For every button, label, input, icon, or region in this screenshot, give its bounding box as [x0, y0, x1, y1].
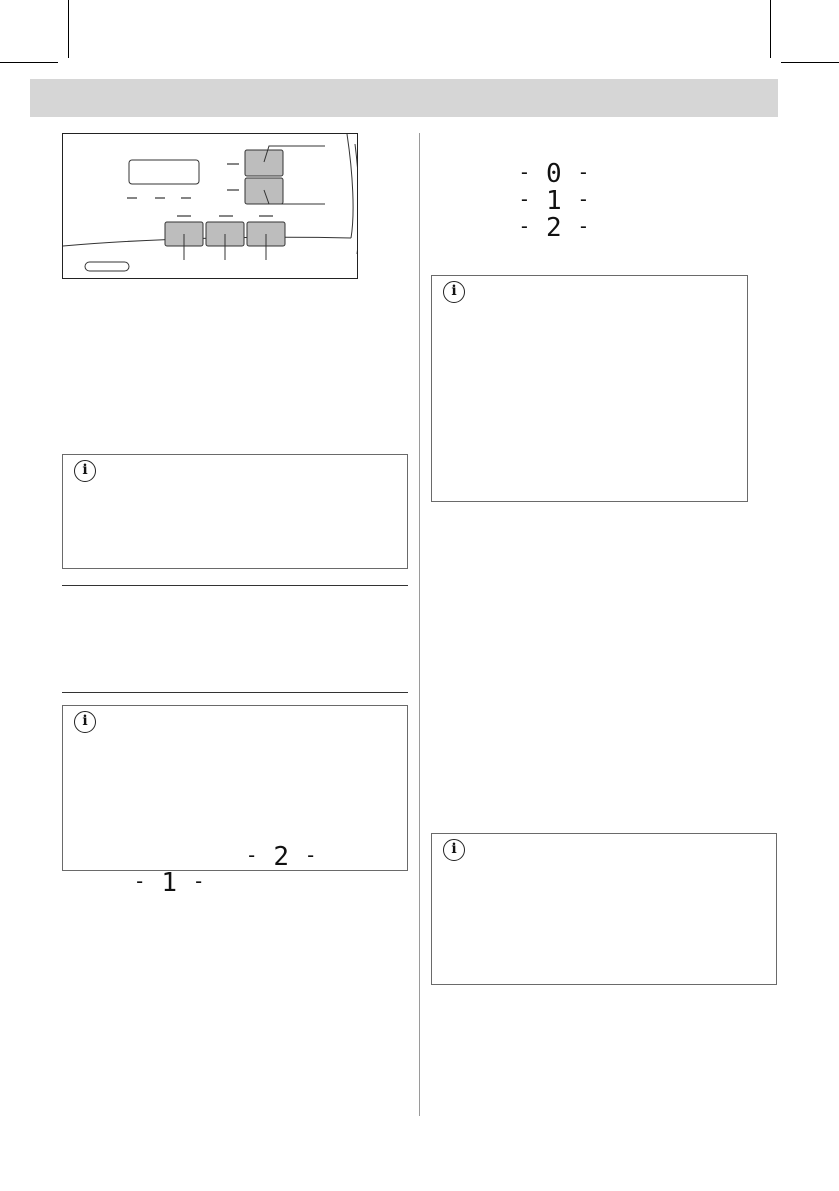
info-icon: i: [443, 839, 465, 861]
info-icon: i: [443, 281, 465, 303]
info-box-note-1: [62, 454, 408, 569]
info-icon: i: [74, 711, 96, 733]
display-value-upper: - 2 -: [245, 842, 317, 872]
control-panel-figure: [62, 133, 358, 279]
info-box-note-3: [431, 275, 748, 502]
display-window: [129, 160, 199, 184]
display-level-2: - 2 -: [518, 213, 590, 243]
section-rule-bottom: [62, 692, 408, 693]
crop-mark-top-left-horizontal: [0, 62, 58, 63]
section-rule-top: [62, 585, 408, 586]
crop-mark-top-left-vertical: [68, 0, 69, 58]
info-icon: i: [74, 460, 96, 482]
control-panel-illustration: [63, 134, 358, 279]
crop-mark-top-right-vertical: [770, 0, 771, 58]
crop-mark-top-right-horizontal: [781, 62, 839, 63]
info-box-note-4: [431, 833, 777, 985]
display-level-1: - 1 -: [518, 186, 590, 216]
section-header-band: [30, 79, 778, 117]
display-value-lower: - 1 -: [133, 868, 205, 898]
upper-right-button: [245, 150, 283, 176]
display-level-0: - 0 -: [518, 159, 590, 189]
pill-indicator: [85, 262, 129, 271]
info-box-note-2: [62, 705, 408, 898]
column-divider: [419, 133, 420, 1116]
